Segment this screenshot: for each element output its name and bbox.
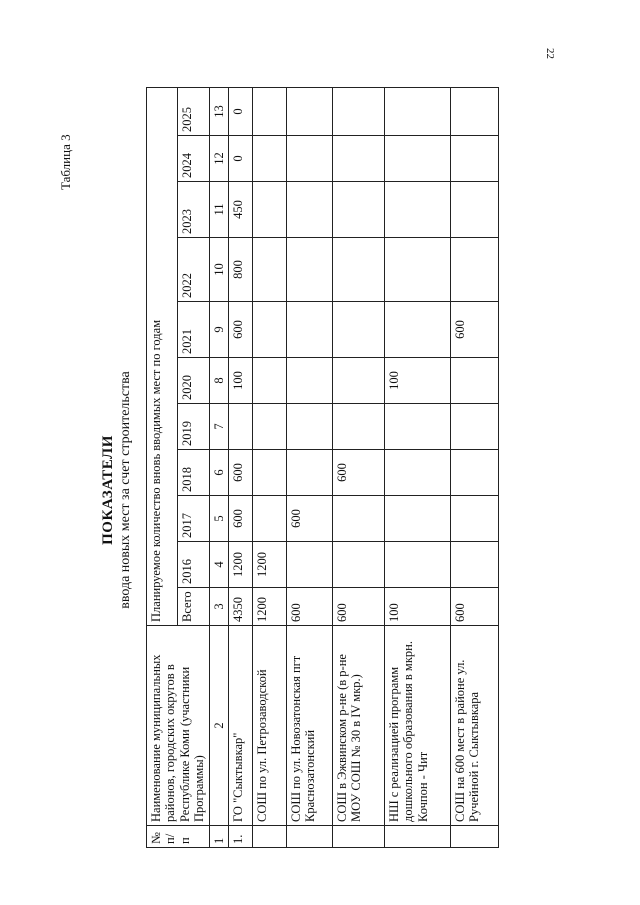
header-year: 2018 bbox=[178, 450, 209, 496]
row-year-cell bbox=[384, 302, 450, 358]
row-year-cell bbox=[450, 404, 498, 450]
row-year-cell bbox=[450, 238, 498, 302]
row-year-cell bbox=[450, 542, 498, 588]
col-number: 9 bbox=[209, 302, 228, 358]
row-num-cell: 1. bbox=[228, 826, 252, 848]
table-row bbox=[450, 87, 498, 847]
header-group: Планируемое количество вновь вводимых мест по годам bbox=[147, 87, 178, 625]
row-year-cell bbox=[450, 496, 498, 542]
row-name-cell: ГО "Сыктывкар" bbox=[228, 626, 252, 826]
header-year: 2022 bbox=[178, 238, 209, 302]
row-year-cell: 450 bbox=[228, 182, 252, 238]
col-number: 5 bbox=[209, 496, 228, 542]
header-year: 2016 bbox=[178, 542, 209, 588]
row-year-cell bbox=[450, 358, 498, 404]
col-number: 10 bbox=[209, 238, 228, 302]
table-header-row bbox=[147, 87, 178, 847]
row-year-cell bbox=[332, 302, 384, 358]
row-year-cell bbox=[286, 136, 332, 182]
row-name-cell: НШ с реализацией программ дошкольного образования в мкрн. Кочпон - Чит bbox=[384, 626, 450, 826]
row-total-cell: 600 bbox=[286, 588, 332, 626]
row-num-cell bbox=[332, 826, 384, 848]
row-year-cell: 100 bbox=[228, 358, 252, 404]
col-number: 11 bbox=[209, 182, 228, 238]
row-year-cell bbox=[332, 182, 384, 238]
column-numbers-row bbox=[209, 87, 228, 847]
row-year-cell bbox=[450, 87, 498, 135]
col-number: 8 bbox=[209, 358, 228, 404]
row-num-cell bbox=[252, 826, 286, 848]
col-number: 12 bbox=[209, 136, 228, 182]
rotated-page-content bbox=[50, 105, 520, 860]
row-year-cell: 600 bbox=[228, 450, 252, 496]
header-year: 2020 bbox=[178, 358, 209, 404]
row-year-cell bbox=[332, 404, 384, 450]
row-year-cell bbox=[286, 182, 332, 238]
row-num-cell bbox=[450, 826, 498, 848]
col-number: 7 bbox=[209, 404, 228, 450]
header-year: 2025 bbox=[178, 87, 209, 135]
row-year-cell: 600 bbox=[332, 450, 384, 496]
row-year-cell bbox=[332, 238, 384, 302]
row-year-cell bbox=[252, 404, 286, 450]
row-year-cell bbox=[252, 136, 286, 182]
row-year-cell bbox=[332, 136, 384, 182]
row-year-cell bbox=[286, 302, 332, 358]
table-row bbox=[286, 87, 332, 847]
row-year-cell: 600 bbox=[228, 302, 252, 358]
row-name-cell: СОШ в Эжвинском р-не (в р-не МОУ СОШ № 30 в IV мкр.) bbox=[332, 626, 384, 826]
row-year-cell: 600 bbox=[450, 302, 498, 358]
row-total-cell: 100 bbox=[384, 588, 450, 626]
row-year-cell bbox=[384, 450, 450, 496]
col-number: 3 bbox=[209, 588, 228, 626]
row-year-cell: 800 bbox=[228, 238, 252, 302]
table-label: Таблица 3 bbox=[58, 134, 73, 190]
row-total-cell: 4350 bbox=[228, 588, 252, 626]
header-year: 2019 bbox=[178, 404, 209, 450]
row-year-cell: 0 bbox=[228, 87, 252, 135]
row-name-cell: СОШ по ул. Петрозаводской bbox=[252, 626, 286, 826]
document-subtitle: ввода новых мест за счет строительства bbox=[118, 371, 133, 609]
row-name-cell: СОШ по ул. Новозатонская пгт Краснозатонский bbox=[286, 626, 332, 826]
row-year-cell bbox=[286, 450, 332, 496]
col-number: 1 bbox=[209, 826, 228, 848]
indicators-table bbox=[146, 87, 499, 848]
row-total-cell: 600 bbox=[450, 588, 498, 626]
header-year: 2017 bbox=[178, 496, 209, 542]
header-name: Наименование муниципальных районов, городских округов в Республике Коми (участники Программы) bbox=[147, 626, 210, 826]
row-year-cell bbox=[286, 542, 332, 588]
row-year-cell bbox=[384, 496, 450, 542]
col-number: 2 bbox=[209, 626, 228, 826]
row-year-cell: 0 bbox=[228, 136, 252, 182]
row-year-cell bbox=[384, 238, 450, 302]
row-year-cell bbox=[332, 542, 384, 588]
document-title: ПОКАЗАТЕЛИ bbox=[100, 435, 116, 545]
row-year-cell bbox=[450, 182, 498, 238]
row-year-cell: 100 bbox=[384, 358, 450, 404]
header-year: 2021 bbox=[178, 302, 209, 358]
row-year-cell bbox=[450, 136, 498, 182]
table-row bbox=[384, 87, 450, 847]
row-year-cell bbox=[384, 136, 450, 182]
row-year-cell bbox=[252, 238, 286, 302]
row-year-cell bbox=[450, 450, 498, 496]
row-year-cell bbox=[286, 404, 332, 450]
row-year-cell bbox=[228, 404, 252, 450]
row-year-cell bbox=[332, 496, 384, 542]
row-year-cell bbox=[286, 238, 332, 302]
col-number: 4 bbox=[209, 542, 228, 588]
table-row bbox=[252, 87, 286, 847]
col-number: 13 bbox=[209, 87, 228, 135]
row-year-cell bbox=[384, 404, 450, 450]
row-year-cell bbox=[252, 302, 286, 358]
row-year-cell bbox=[384, 87, 450, 135]
row-num-cell bbox=[384, 826, 450, 848]
row-year-cell bbox=[252, 358, 286, 404]
row-year-cell bbox=[384, 542, 450, 588]
row-total-cell: 600 bbox=[332, 588, 384, 626]
row-total-cell: 1200 bbox=[252, 588, 286, 626]
col-number: 6 bbox=[209, 450, 228, 496]
row-num-cell bbox=[286, 826, 332, 848]
row-year-cell: 600 bbox=[228, 496, 252, 542]
row-year-cell: 1200 bbox=[228, 542, 252, 588]
row-year-cell bbox=[384, 182, 450, 238]
row-name-cell: СОШ на 600 мест в районе ул. Ручейной г. Сыктывкара bbox=[450, 626, 498, 826]
row-year-cell bbox=[252, 496, 286, 542]
row-year-cell bbox=[286, 358, 332, 404]
header-total: Всего bbox=[178, 588, 209, 626]
table-row bbox=[228, 87, 252, 847]
row-year-cell bbox=[286, 87, 332, 135]
header-year: 2024 bbox=[178, 136, 209, 182]
row-year-cell: 1200 bbox=[252, 542, 286, 588]
row-year-cell bbox=[252, 182, 286, 238]
header-num: № п/п bbox=[147, 826, 210, 848]
table-row bbox=[332, 87, 384, 847]
row-year-cell bbox=[252, 450, 286, 496]
row-year-cell bbox=[332, 87, 384, 135]
row-year-cell bbox=[332, 358, 384, 404]
header-year: 2023 bbox=[178, 182, 209, 238]
page-number: 22 bbox=[544, 48, 556, 59]
row-year-cell bbox=[252, 87, 286, 135]
row-year-cell: 600 bbox=[286, 496, 332, 542]
